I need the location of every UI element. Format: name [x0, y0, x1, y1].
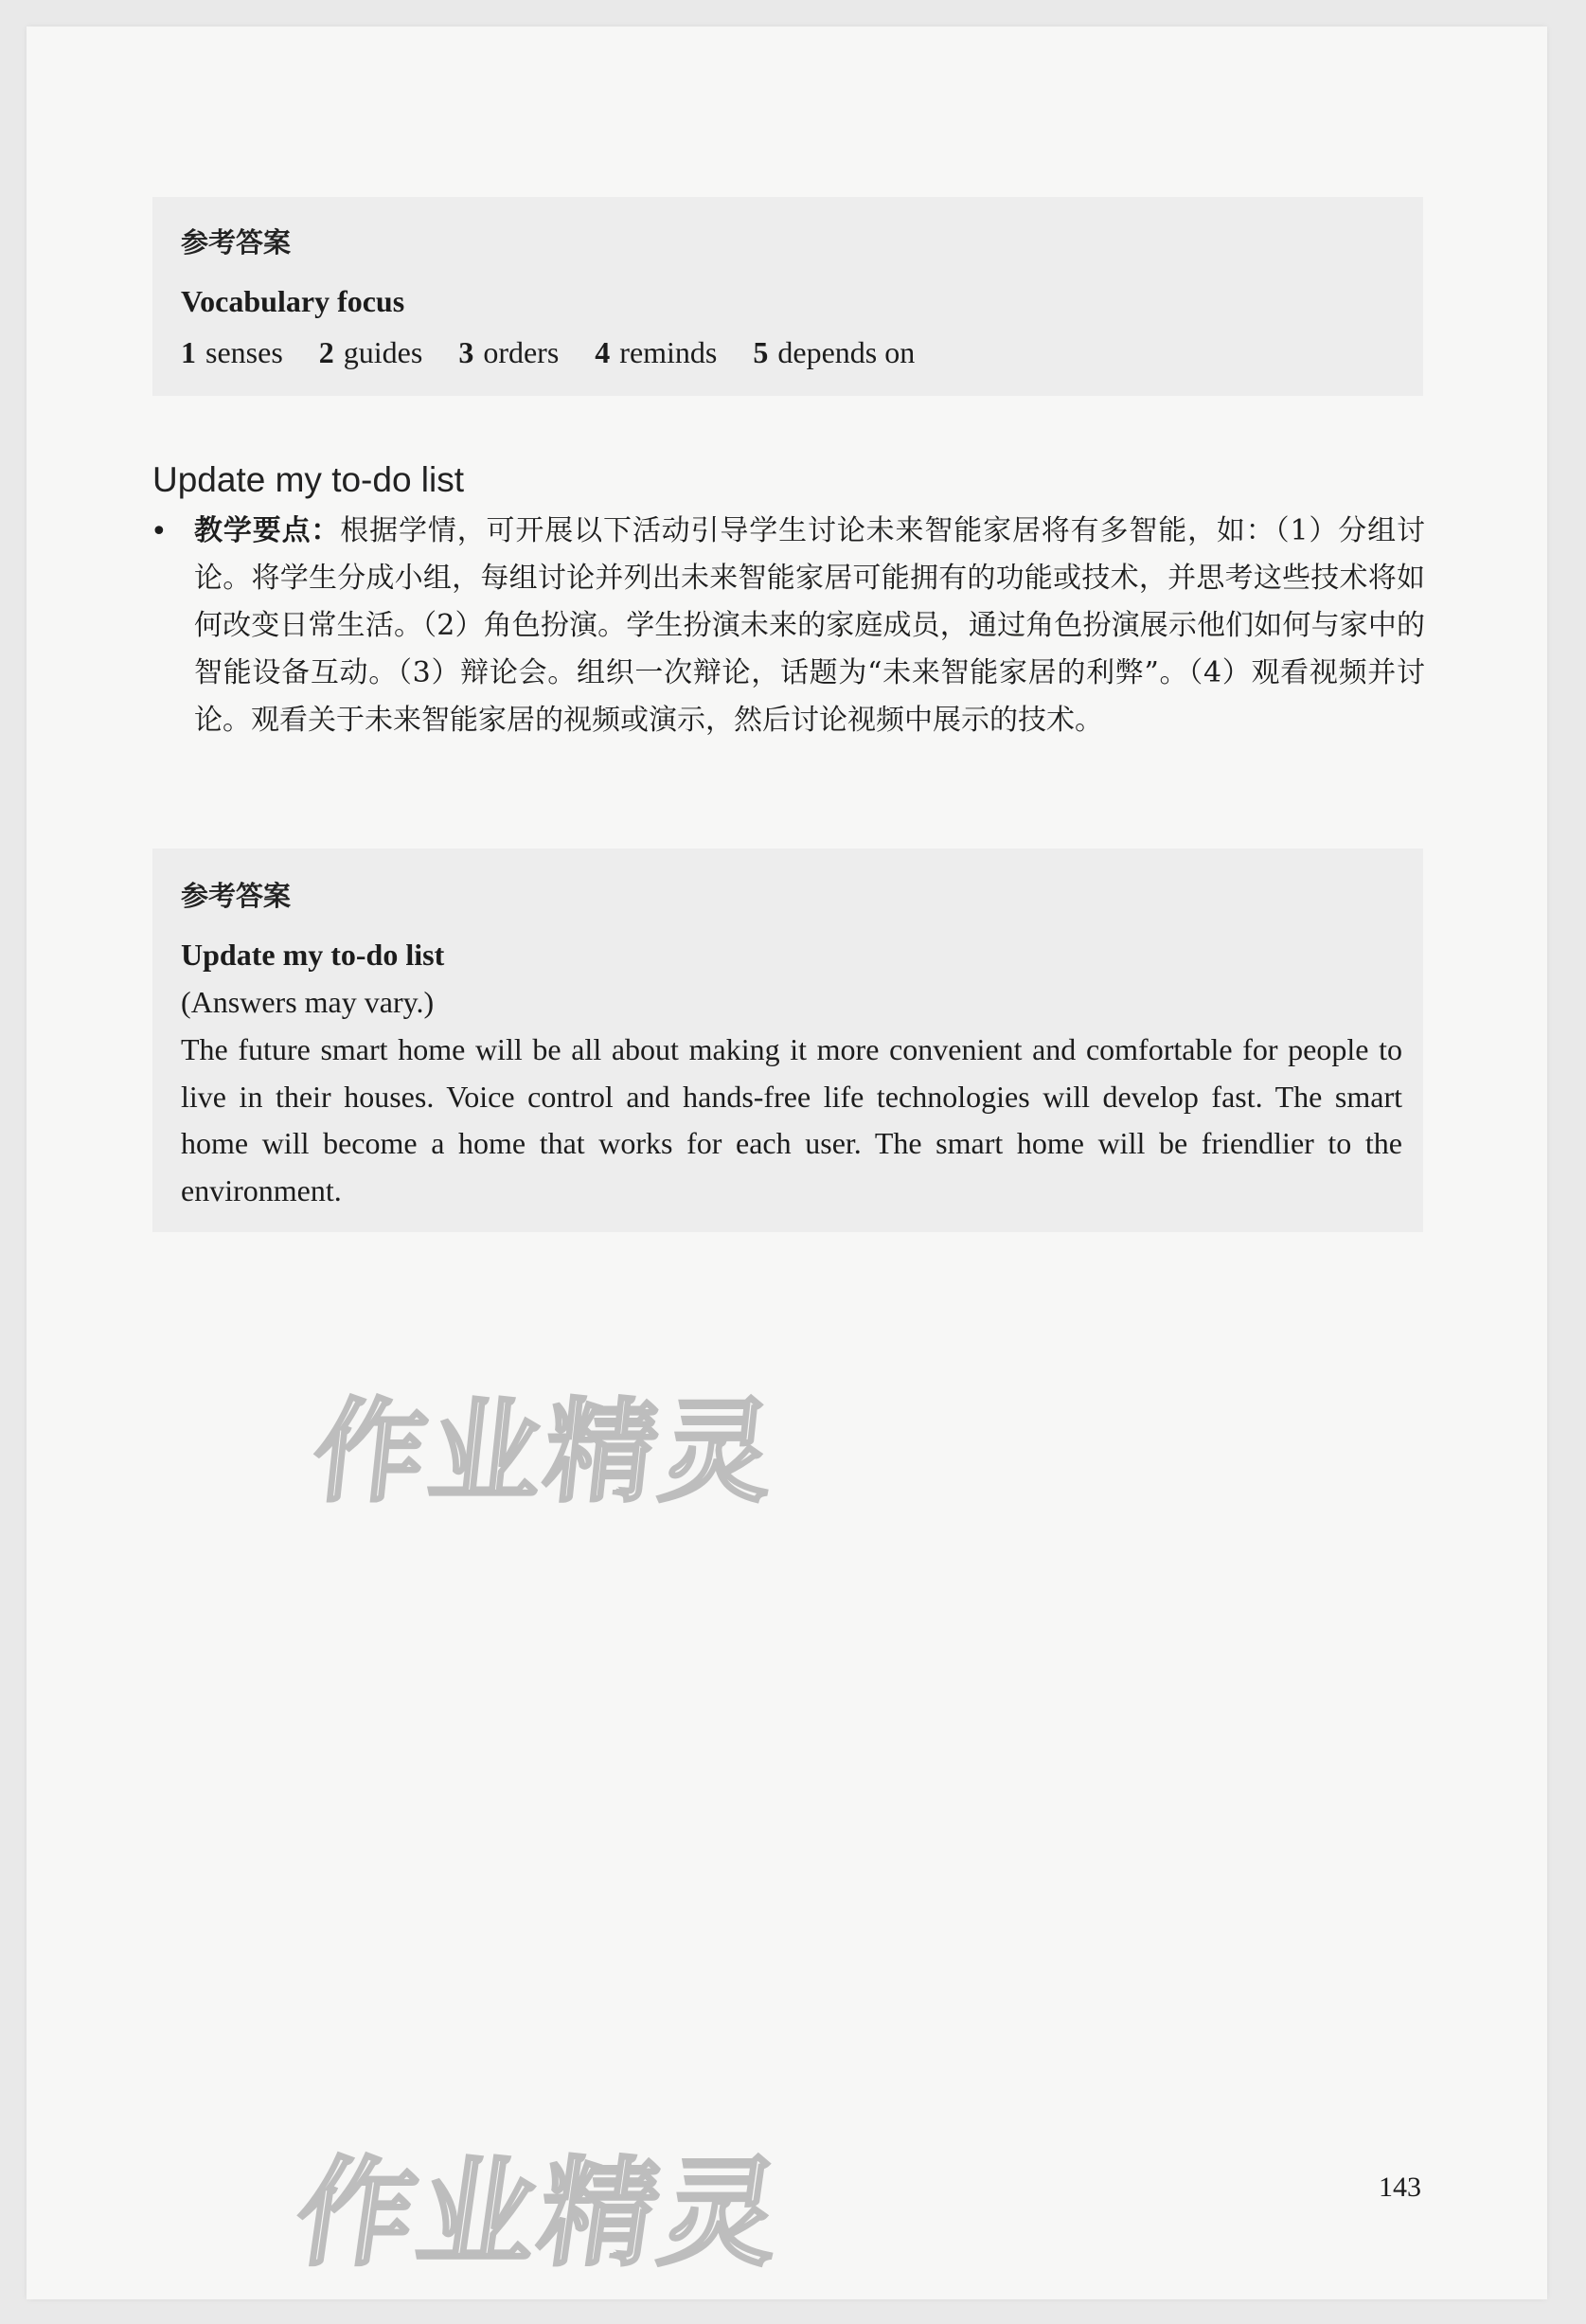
vocab-item-5: 5 depends on — [753, 335, 916, 369]
answer-paragraph: The future smart home will be all about making it more convenient and comfortable for people to live in their houses. Voice control and hands-free life technologies will develop fast. The smart home will become a home that works for each user. The smart home will be friendlier to the environment. — [181, 1032, 1402, 1207]
vocab-item-1: 1 senses — [181, 335, 283, 369]
vocabulary-focus-heading: Vocabulary focus — [181, 284, 405, 318]
teaching-points-text: 根据学情，可开展以下活动引导学生讨论未来智能家居将有多智能，如：（1）分组讨论。将学生分成小组，每组讨论并列出未来智能家居可能拥有的功能或技术，并思考这些技术将如何改变日常生活。（2）角色扮演。学生扮演未来的家庭成员，通过角色扮演展示他们如何与家中的智能设备互动。（3）辩论会。组织一次辩论，话题为“未来智能家居的利弊”。（4）观看视频并讨论。观看关于未来智能家居的视频或演示，然后讨论视频中展示的技术。 — [194, 514, 1425, 737]
vocab-item-3: 3 orders — [458, 335, 560, 369]
page — [27, 27, 1547, 2299]
answer-heading: 参考答案 — [181, 880, 292, 912]
todo-list-heading: Update my to-do list — [181, 938, 445, 972]
bullet-point: • — [151, 515, 168, 548]
answer-box-todo — [152, 849, 1423, 1232]
answer-box-vocabulary — [152, 197, 1423, 396]
teaching-points-paragraph — [194, 508, 1425, 744]
vocab-item-2: 2 guides — [318, 335, 423, 369]
teaching-points-label: 教学要点： — [194, 514, 341, 547]
answer-heading: 参考答案 — [181, 226, 292, 259]
section-title: Update my to-do list — [152, 460, 465, 499]
watermark-logo-bottom: 作业精灵 — [288, 2146, 793, 2282]
answers-may-vary-note: (Answers may vary.) — [181, 985, 435, 1019]
watermark-logo: 作业精灵 — [307, 1386, 784, 1517]
page-number: 143 — [1379, 2172, 1421, 2203]
vocab-item-4: 4 reminds — [595, 335, 718, 369]
vocabulary-answers — [181, 335, 943, 370]
